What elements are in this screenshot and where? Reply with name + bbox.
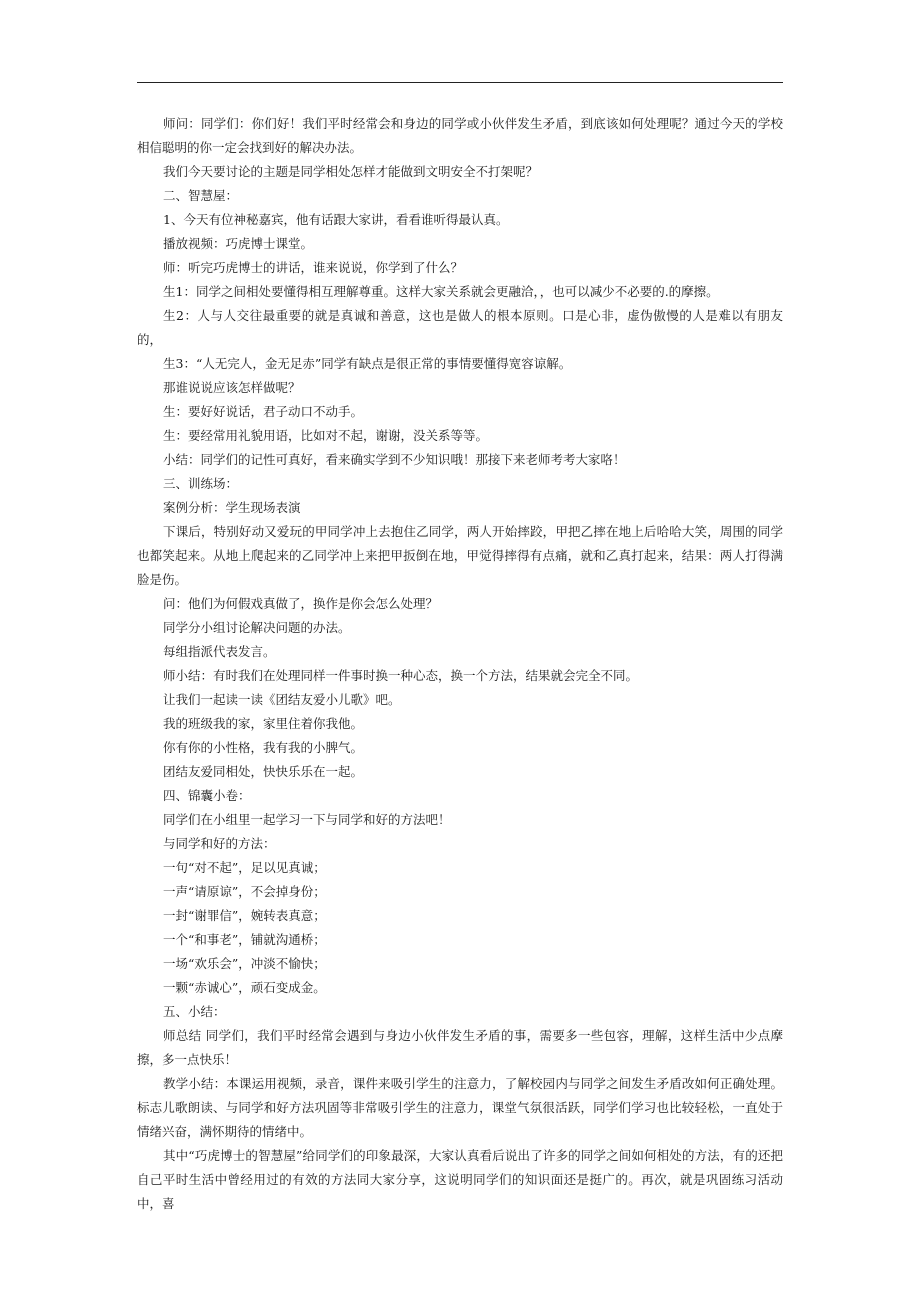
paragraph: 与同学和好的方法：: [163, 836, 276, 851]
paragraph: 一场“欢乐会”，冲淡不愉快；: [163, 956, 326, 971]
paragraph: 我的班级我的家，家里住着你我他。: [163, 716, 364, 731]
paragraph: 那谁说说应该怎样做呢？: [163, 380, 301, 395]
paragraph: 1、今天有位神秘嘉宾，他有话跟大家讲，看看谁听得最认真。: [163, 212, 509, 227]
paragraph: 生：要经常用礼貌用语，比如对不起，谢谢，没关系等等。: [163, 428, 489, 443]
paragraph: 师总结 同学们，我们平时经常会遇到与身边小伙伴发生矛盾的事，需要多一些包容，理解，这样生活中少点摩擦，多一点快乐！: [137, 1028, 783, 1067]
paragraph: 同学分小组讨论解决问题的办法。: [163, 620, 351, 635]
paragraph: 每组指派代表发言。: [163, 644, 276, 659]
paragraph: 生：要好好说话，君子动口不动手。: [163, 404, 364, 419]
paragraph: 我们今天要讨论的主题是同学相处怎样才能做到文明安全不打架呢？: [163, 164, 539, 179]
paragraph: 一颗“赤诚心”，顽石变成金。: [163, 980, 326, 995]
paragraph: 生3：“人无完人，金无足赤”同学有缺点是很正常的事情要懂得宽容谅解。: [163, 356, 572, 371]
paragraph: 四、锦囊小卷：: [163, 788, 251, 803]
paragraph: 团结友爱同相处，快快乐乐在一起。: [163, 764, 364, 779]
paragraph: 教学小结：本课运用视频，录音，课件来吸引学生的注意力，了解校园内与同学之间发生矛盾改如何正确处理。标志儿歌朗读、与同学和好方法巩固等非常吸引学生的注意力，课堂气氛很活跃，同学们学习也比较轻松，一直处于情绪兴奋，满怀期待的情绪中。: [137, 1076, 783, 1139]
paragraph: 师：听完巧虎博士的讲话，谁来说说，你学到了什么？: [163, 260, 464, 275]
paragraph: 一句“对不起”，足以见真诚；: [163, 860, 326, 875]
paragraph: 生1：同学之间相处要懂得相互理解尊重。这样大家关系就会更融洽，，也可以减少不必要的.的摩擦。: [163, 284, 719, 299]
paragraph: 生2：人与人交往最重要的就是真诚和善意，这也是做人的根本原则。口是心非，虚伪傲慢的人是难以有朋友的，: [137, 308, 783, 347]
document-body: [137, 112, 783, 1216]
header-rule: [137, 82, 783, 83]
paragraph: 一声“请原谅”，不会掉身份；: [163, 884, 326, 899]
paragraph: 问：他们为何假戏真做了，换作是你会怎么处理？: [163, 596, 439, 611]
paragraph: 小结：同学们的记性可真好，看来确实学到不少知识哦！那接下来老师考考大家咯！: [163, 452, 626, 467]
paragraph: 师小结：有时我们在处理同样一件事时换一种心态，换一个方法，结果就会完全不同。: [163, 668, 639, 683]
paragraph: 一封“谢罪信”，婉转表真意；: [163, 908, 326, 923]
paragraph: 你有你的小性格，我有我的小脾气。: [163, 740, 364, 755]
paragraph: 其中“巧虎博士的智慧屋”给同学们的印象最深，大家认真看后说出了许多的同学之间如何相处的方法，有的还把自己平时生活中曾经用过的有效的方法同大家分享，这说明同学们的知识面还是挺广的。再次，就是巩固练习活动中，喜: [137, 1148, 783, 1211]
paragraph: 二、智慧屋：: [163, 188, 239, 203]
paragraph: 三、训练场：: [163, 476, 239, 491]
paragraph: 同学们在小组里一起学习一下与同学和好的方法吧！: [163, 812, 451, 827]
paragraph: 案例分析：学生现场表演: [163, 500, 301, 515]
paragraph: 下课后，特别好动又爱玩的甲同学冲上去抱住乙同学，两人开始摔跤，甲把乙摔在地上后哈哈大笑，周围的同学也都笑起来。从地上爬起来的乙同学冲上来把甲扳倒在地，甲觉得摔得有点痛，就和乙真打起来，结果：两人打得满脸是伤。: [137, 524, 783, 587]
paragraph: 五、小结：: [163, 1004, 226, 1019]
paragraph: 播放视频：巧虎博士课堂。: [163, 236, 314, 251]
paragraph: 师问：同学们：你们好！我们平时经常会和身边的同学或小伙伴发生矛盾，到底该如何处理呢？通过今天的学校相信聪明的你一定会找到好的解决办法。: [137, 116, 783, 155]
paragraph: 一个“和事老”，铺就沟通桥；: [163, 932, 326, 947]
paragraph: 让我们一起读一读《团结友爱小儿歌》吧。: [163, 692, 401, 707]
